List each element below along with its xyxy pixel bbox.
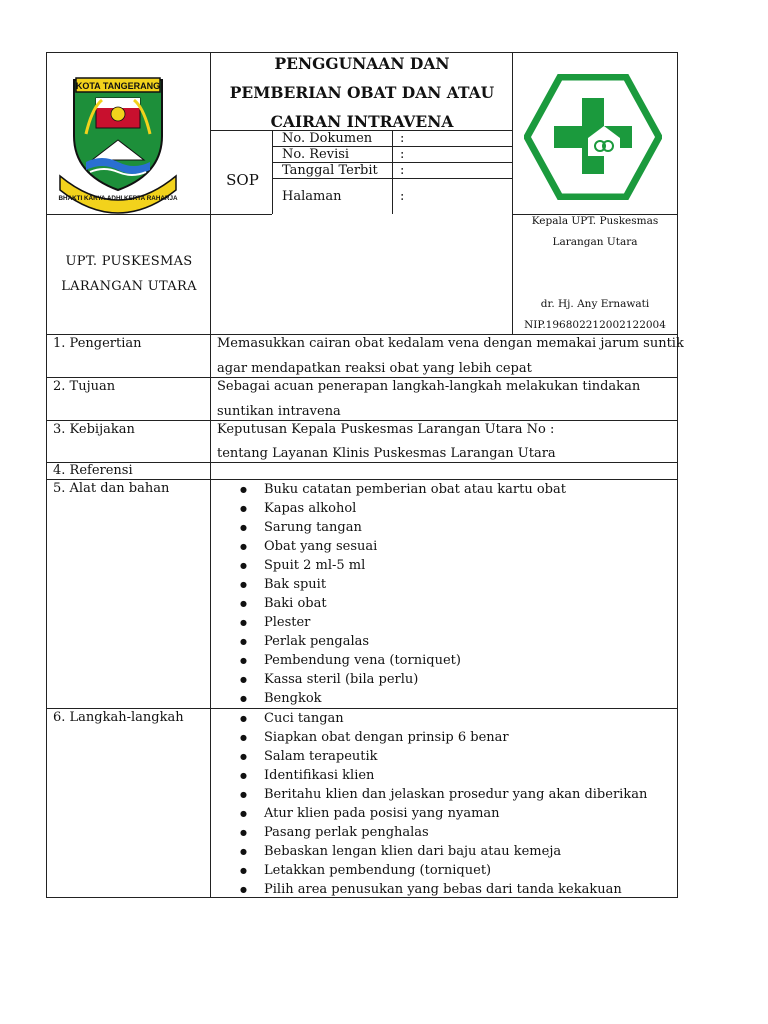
row-line bbox=[46, 420, 678, 421]
approval-title-line: Kepala UPT. Puskesmas bbox=[531, 215, 659, 227]
doc-field-label: Halaman bbox=[282, 189, 342, 204]
list-item: ● Kapas alkohol bbox=[212, 501, 566, 520]
doc-field-value: : bbox=[400, 147, 405, 162]
list-item: ● Plester bbox=[212, 615, 566, 634]
table-border-top bbox=[46, 52, 678, 53]
list-item: ● Spuit 2 ml-5 ml bbox=[212, 558, 566, 577]
header-logo-bottom bbox=[46, 214, 272, 215]
list-item: ● Letakkan pembendung (torniquet) bbox=[212, 863, 647, 882]
list-item: ● Perlak pengalas bbox=[212, 634, 566, 653]
row-line bbox=[46, 334, 678, 335]
doc-field-value: : bbox=[400, 163, 405, 178]
section-text-line: suntikan intravena bbox=[217, 404, 341, 419]
docinfo-divider bbox=[392, 130, 393, 214]
section-label-tujuan: 2. Tujuan bbox=[53, 379, 116, 394]
doc-field-label: No. Revisi bbox=[282, 147, 350, 162]
list-item: ● Kassa steril (bila perlu) bbox=[212, 672, 566, 691]
list-item: ● Beritahu klien dan jelaskan prosedur yang akan diberikan bbox=[212, 787, 647, 806]
list-item: ● Buku catatan pemberian obat atau kartu obat bbox=[212, 482, 566, 501]
approval-name: dr. Hj. Any Ernawati bbox=[540, 298, 650, 310]
table-border-left bbox=[46, 52, 47, 898]
emblem-motto-text: BHAKTI KARYA ADHI KERTA RAHARJA bbox=[58, 195, 178, 202]
header-divider-right bbox=[512, 52, 513, 334]
list-item: ● Salam terapeutik bbox=[212, 749, 647, 768]
list-item: ● Bebaskan lengan klien dari baju atau kemeja bbox=[212, 844, 647, 863]
section-label-kebijakan: 3. Kebijakan bbox=[53, 422, 135, 437]
list-item: ● Bak spuit bbox=[212, 577, 566, 596]
section-text-line: agar mendapatkan reaksi obat yang lebih cepat bbox=[217, 361, 532, 376]
doc-field-label: Tanggal Terbit bbox=[282, 163, 378, 178]
document-title-line: PENGGUNAAN DAN bbox=[274, 54, 450, 73]
section-text-line: tentang Layanan Klinis Puskesmas Larangan Utara bbox=[217, 446, 556, 461]
list-item: ● Cuci tangan bbox=[212, 711, 647, 730]
langkah-list bbox=[212, 711, 647, 901]
kota-tangerang-emblem-icon bbox=[52, 74, 184, 214]
list-item: ● Atur klien pada posisi yang nyaman bbox=[212, 806, 647, 825]
table-border-right bbox=[677, 52, 678, 898]
section-label-pengertian: 1. Pengertian bbox=[53, 336, 142, 351]
approval-title-line: Larangan Utara bbox=[552, 236, 638, 248]
alat-bahan-list bbox=[212, 482, 566, 710]
org-name-line: LARANGAN UTARA bbox=[61, 279, 197, 294]
list-item: ● Siapkan obat dengan prinsip 6 benar bbox=[212, 730, 647, 749]
doc-field-value: : bbox=[400, 189, 405, 204]
puskesmas-logo-icon bbox=[524, 74, 662, 200]
sop-label: SOP bbox=[226, 171, 259, 189]
document-title-line: CAIRAN INTRAVENA bbox=[270, 112, 454, 131]
list-item: ● Obat yang sesuai bbox=[212, 539, 566, 558]
document-title-line: PEMBERIAN OBAT DAN ATAU bbox=[229, 83, 495, 102]
section-label-alat-bahan: 5. Alat dan bahan bbox=[53, 481, 170, 496]
body-column-divider bbox=[210, 334, 211, 898]
section-text-line: Sebagai acuan penerapan langkah-langkah melakukan tindakan bbox=[217, 379, 641, 394]
list-item: ● Sarung tangan bbox=[212, 520, 566, 539]
approval-nip: NIP.196802212002122004 bbox=[524, 319, 666, 331]
section-label-langkah: 6. Langkah-langkah bbox=[53, 710, 184, 725]
list-item: ● Bengkok bbox=[212, 691, 566, 710]
list-item: ● Identifikasi klien bbox=[212, 768, 647, 787]
section-text-line: Keputusan Kepala Puskesmas Larangan Utara No : bbox=[217, 422, 555, 437]
doc-field-label: No. Dokumen bbox=[282, 131, 373, 146]
list-item: ● Pembendung vena (torniquet) bbox=[212, 653, 566, 672]
row-line bbox=[46, 479, 678, 480]
section-text-line: Memasukkan cairan obat kedalam vena dengan memakai jarum suntik bbox=[217, 336, 684, 351]
list-item: ● Pasang perlak penghalas bbox=[212, 825, 647, 844]
list-item: ● Baki obat bbox=[212, 596, 566, 615]
row-line bbox=[46, 462, 678, 463]
org-name-line: UPT. PUSKESMAS bbox=[65, 254, 193, 269]
doc-field-value: : bbox=[400, 131, 405, 146]
row-line bbox=[46, 377, 678, 378]
sop-divider bbox=[272, 130, 273, 214]
section-label-referensi: 4. Referensi bbox=[53, 463, 133, 478]
list-item: ● Pilih area penusukan yang bebas dari tanda kekakuan bbox=[212, 882, 647, 901]
emblem-banner-text: KOTA TANGERANG bbox=[75, 81, 161, 91]
header-divider-left bbox=[210, 52, 211, 334]
